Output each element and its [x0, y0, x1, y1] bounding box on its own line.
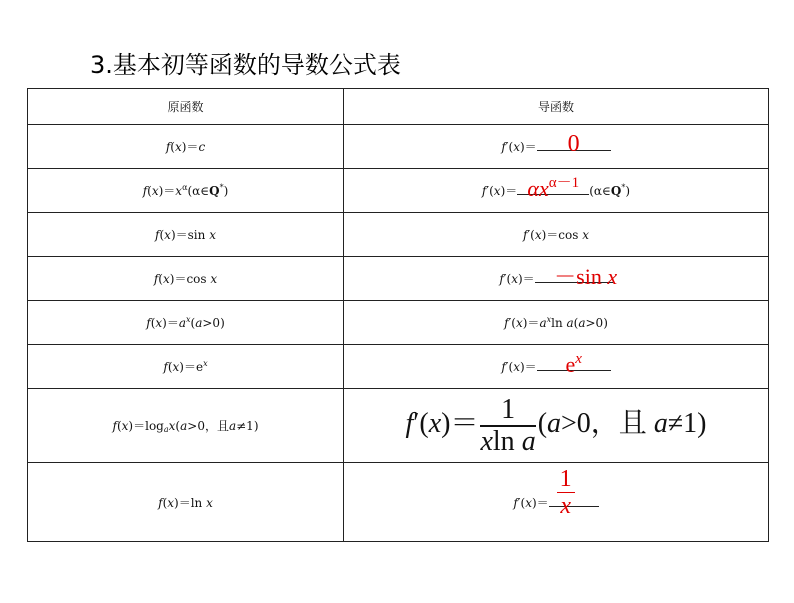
answer-blank [517, 175, 589, 201]
header-original-function: 原函数 [28, 89, 344, 125]
table-row [28, 301, 769, 345]
header-row [28, 89, 769, 125]
derivative-cell: f′(x)＝ $e^x$ [344, 345, 769, 389]
page-title: 3.基本初等函数的导数公式表 [90, 51, 401, 79]
table-row [28, 125, 769, 169]
table-row [28, 169, 769, 213]
original-function-cell: $f(x)=a^x(a>0)$ [28, 301, 344, 345]
answer-blank [549, 465, 599, 520]
original-function-cell: f(x)＝ln x [28, 463, 344, 542]
derivative-cell: f′(x)＝ $\alpha x^{\alpha-1}$ (α∈Q*) [344, 169, 769, 213]
log-derivative-formula: f′(x)＝ $\frac{1}{\text{xln a}}$ (a>0，且 a≠1) [405, 394, 707, 457]
original-function-cell: f(x)＝c [28, 125, 344, 169]
derivative-cell: f′(x)＝ －sin x [344, 257, 769, 301]
derivative-cell: $f'(x)=a^x\ln$ a(a>0) [344, 301, 769, 345]
table-row [28, 463, 769, 542]
answer-text: $e^x$ [565, 351, 582, 377]
derivative-cell: f′(x)＝ 0 [344, 125, 769, 169]
table-row [28, 345, 769, 389]
derivative-cell: f′(x)＝cos x [344, 213, 769, 257]
answer-fraction: $\frac{1}{x}$ [557, 466, 575, 520]
derivative-cell: f′(x)＝ $\frac{1}{x}$ [344, 463, 769, 542]
original-function-cell: f(x)＝sin x [28, 213, 344, 257]
header-derivative-function: 导函数 [344, 89, 769, 125]
original-function-cell: $f(x)=\log_ax(a>0$，且a≠1) [28, 389, 344, 463]
log-derivative-fraction: $\frac{1}{\text{xln a}}$ [480, 394, 536, 457]
answer-text: 0 [567, 131, 580, 157]
answer-text: －sin x [554, 264, 618, 289]
answer-text: $\alpha x^{\alpha-1}$ [527, 175, 580, 201]
derivative-cell [344, 389, 769, 463]
table-row [28, 257, 769, 301]
table-row [28, 389, 769, 463]
original-function-cell: $f(x)=x^\alpha(\alpha\in Q^*)$ [28, 169, 344, 213]
original-function-cell: f(x)＝cos x [28, 257, 344, 301]
original-function-cell: $f(x)=e^x$ [28, 345, 344, 389]
derivative-formula-table [27, 88, 769, 542]
table-row [28, 213, 769, 257]
